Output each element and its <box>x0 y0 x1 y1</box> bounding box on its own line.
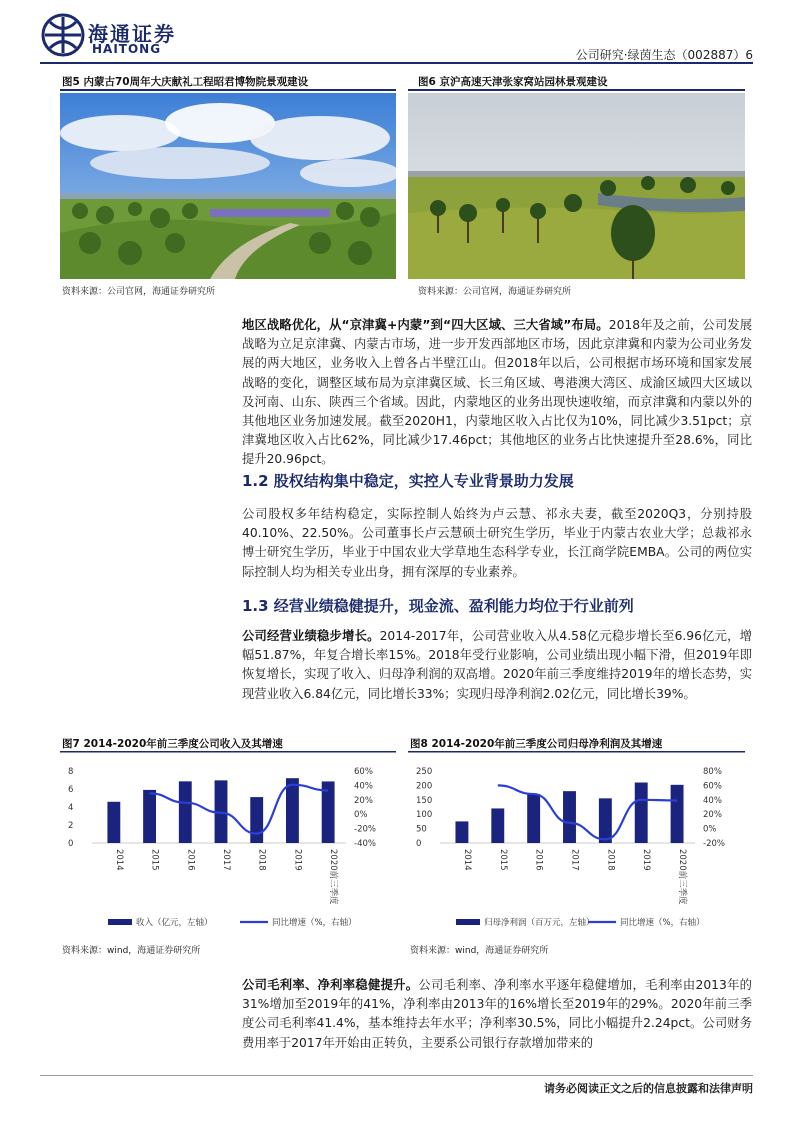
x-tick-label: 2017 <box>221 849 231 871</box>
y-left-tick-label: 2 <box>68 821 74 831</box>
chart-source: 资料来源：wind，海通证券研究所 <box>410 946 549 956</box>
paragraph-regional-strategy <box>242 316 752 470</box>
growth-line <box>498 785 677 839</box>
bar-2018 <box>250 797 263 843</box>
report-header-label: 公司研究·绿茵生态（002887）6 <box>575 48 753 62</box>
y-right-tick-label: 80% <box>703 767 722 777</box>
bar-2014 <box>107 802 120 843</box>
brand-name-cn: 海通证券 <box>88 22 176 46</box>
y-right-tick-label: -20% <box>354 824 376 835</box>
x-tick-label: 2020前三季度 <box>328 849 339 905</box>
legend-bar-label: 收入（亿元，左轴） <box>136 918 213 928</box>
footer-disclaimer: 请务必阅读正文之后的信息披露和法律声明 <box>544 1082 753 1095</box>
paragraph-body: 公司股权多年结构稳定，实际控制人始终为卢云慧、祁永夫妻，截至2020Q3，分别持股40.10%、22.50%。公司董事长卢云慧硕士研究生学历，毕业于内蒙古农业大学；总裁祁永博士研究生学历，毕业于中国农业大学草地生态科学专业，长江商学院EMBA。公司的两位实际控制人均为相关专业出身，拥有深厚的专业素养。 <box>242 507 752 579</box>
legend-bar-swatch <box>108 919 132 925</box>
haitong-logo <box>40 12 200 60</box>
x-tick-label: 2016 <box>533 849 544 871</box>
paragraph-revenue-growth <box>242 627 752 704</box>
x-tick-label: 2015 <box>497 849 508 871</box>
bar-2020前三季度 <box>671 785 684 843</box>
x-tick-label: 2018 <box>605 849 616 871</box>
x-tick-label: 2019 <box>292 849 303 871</box>
y-left-tick-label: 0 <box>416 839 422 849</box>
x-tick-label: 2018 <box>256 849 267 871</box>
bar-2019 <box>635 783 648 843</box>
x-tick-label: 2020前三季度 <box>677 849 688 905</box>
x-tick-label: 2016 <box>185 849 196 871</box>
y-right-tick-label: -20% <box>703 839 725 849</box>
y-right-tick-label: 40% <box>354 781 373 792</box>
paragraph-lead: 公司经营业绩稳步增长。 <box>242 629 380 643</box>
y-right-tick-label: 60% <box>703 781 722 792</box>
section-title-1-3: 1.3 经营业绩稳健提升，现金流、盈利能力均位于行业前列 <box>242 597 634 615</box>
x-tick-label: 2017 <box>569 849 580 871</box>
chart-source: 资料来源：wind，海通证券研究所 <box>62 946 201 956</box>
bar-2019 <box>286 778 299 843</box>
paragraph-body: 2018年及之前，公司发展战略为立足京津冀、内蒙古市场，进一步开发西部地区市场，因此京津冀和内蒙为公司业务发展的两大地区，业务收入上曾各占半壁江山。但2018年以后，公司根据市场环境和国家发展战略的变化，调整区域布局为京津冀区域、长三角区域、粤港澳大湾区、成渝区域四大区域以及河南、山东、陕西三个省域。因此，内蒙地区的业务出现快速收缩，而京津冀和内蒙以外的其他地区业务加速发展。截至2020H1，内蒙地区收入占比仅为10%，同比减少3.51pct；京津冀地区收入占比62%，同比减少17.46pct；其他地区的业务占比快速提升至28.6%，同比提升20.96pct。 <box>242 318 752 467</box>
y-right-tick-label: 0% <box>354 810 368 821</box>
legend-line-label: 同比增速（%，右轴） <box>272 918 357 928</box>
legend-line-label: 同比增速（%，右轴） <box>620 918 705 928</box>
y-left-tick-label: 250 <box>416 767 433 777</box>
fig8-chart-svg <box>408 735 745 957</box>
legend-bar-swatch <box>456 919 480 925</box>
bar-2016 <box>527 794 540 843</box>
haitong-logo-icon <box>40 12 86 58</box>
bar-2014 <box>455 821 468 843</box>
bar-2016 <box>179 781 192 843</box>
x-tick-label: 2019 <box>641 849 652 871</box>
fig8-chart <box>408 735 745 957</box>
paragraph-margins <box>242 976 752 1053</box>
y-left-tick-label: 150 <box>416 795 433 806</box>
y-left-tick-label: 100 <box>416 810 433 821</box>
paragraph-lead: 地区战略优化，从“京津冀+内蒙”到“四大区域、三大省域”布局。 <box>242 318 609 332</box>
page-header <box>40 12 753 64</box>
y-left-tick-label: 0 <box>68 839 74 849</box>
paragraph-body: 公司毛利率、净利率水平逐年稳健增加，毛利率由2013年的31%增加至2019年的41%，净利率由2013年的16%增长至2019年的29%。2020年前三季度公司毛利率41.4%，基本维持去年水平；净利率30.5%，同比小幅提升2.24pct。公司财务费用率于2017年开始由正转负，主要系公司银行存款增加带来的 <box>242 978 752 1050</box>
fig6-source: 资料来源：公司官网，海通证券研究所 <box>418 287 572 297</box>
y-left-tick-label: 8 <box>68 767 74 777</box>
fig5-title: 图5 内蒙古70周年大庆献礼工程昭君博物院景观建设 <box>62 76 309 88</box>
x-tick-label: 2014 <box>461 849 472 871</box>
fig5-photo-museum-landscape <box>60 93 396 279</box>
y-right-tick-label: 40% <box>703 795 722 806</box>
y-right-tick-label: 20% <box>354 795 373 806</box>
bar-2015 <box>491 808 504 843</box>
x-tick-label: 2014 <box>113 849 124 871</box>
bar-2015 <box>143 790 156 843</box>
fig5-source: 资料来源：公司官网，海通证券研究所 <box>62 287 216 297</box>
chart-title: 图8 2014-2020年前三季度公司归母净利润及其增速 <box>410 738 663 750</box>
growth-line <box>150 785 329 834</box>
x-tick-label: 2015 <box>149 849 160 871</box>
section-title-1-2: 1.2 股权结构集中稳定，实控人专业背景助力发展 <box>242 472 574 490</box>
bar-2017 <box>563 791 576 843</box>
y-left-tick-label: 50 <box>416 824 427 835</box>
fig6-title: 图6 京沪高速天津张家窝站园林景观建设 <box>418 76 608 88</box>
fig7-chart-svg <box>60 735 396 957</box>
legend-bar-label: 归母净利润（百万元，左轴） <box>484 918 595 928</box>
paragraph-lead: 公司毛利率、净利率稳健提升。 <box>242 978 419 992</box>
fig6-photo-highway-station-landscape <box>408 93 745 279</box>
paragraph-shareholding <box>242 505 752 582</box>
y-left-tick-label: 200 <box>416 781 433 792</box>
y-right-tick-label: 0% <box>703 824 717 835</box>
fig7-chart <box>60 735 396 957</box>
y-right-tick-label: -40% <box>354 839 376 849</box>
brand-name-en: HAITONG <box>92 42 162 56</box>
fig5-rule <box>60 89 396 91</box>
fig6-rule <box>408 89 745 91</box>
y-left-tick-label: 4 <box>68 803 74 813</box>
chart-title-rule <box>408 751 745 753</box>
y-right-tick-label: 20% <box>703 810 722 821</box>
header-divider <box>40 62 753 64</box>
chart-title-rule <box>60 751 396 753</box>
bar-2018 <box>599 798 612 843</box>
footer-divider <box>40 1075 753 1076</box>
chart-title: 图7 2014-2020年前三季度公司收入及其增速 <box>62 738 283 750</box>
y-right-tick-label: 60% <box>354 767 373 777</box>
paragraph-body: 2014-2017年，公司营业收入从4.58亿元稳步增长至6.96亿元，增幅51.87%，年复合增长率15%。2018年受行业影响，公司业绩出现小幅下滑，但2019年即恢复增长，实现了收入、归母净利润的双高增。2020年前三季度维持2019年的增长态势，实现营业收入6.84亿元，同比增长33%；实现归母净利润2.02亿元，同比增长39%。 <box>242 629 752 701</box>
y-left-tick-label: 6 <box>68 785 74 795</box>
